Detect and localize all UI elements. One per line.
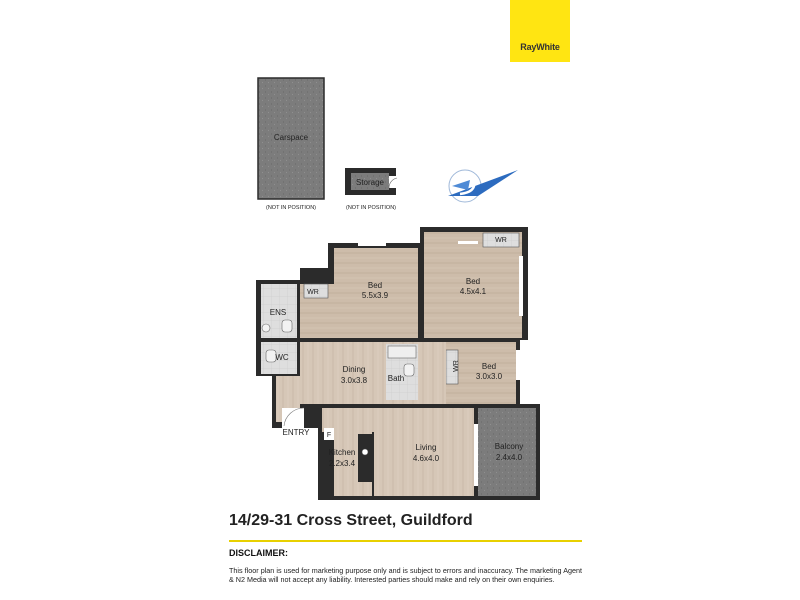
wr2-label: WR <box>495 237 507 244</box>
balcony-size: 2.4x4.0 <box>495 453 523 462</box>
logo-text: RayWhite <box>520 42 560 52</box>
storage <box>345 168 397 211</box>
disclaimer-text: This floor plan is used for marketing purpose only and is subject to errors and inaccuracy. The marketing Agent & N2 Media will not accept any liability. Interested parties should make and rely on their own enquiries. <box>229 566 582 584</box>
carspace-label: Carspace <box>273 133 309 142</box>
divider <box>229 540 582 542</box>
balcony-name: Balcony <box>494 442 524 451</box>
compass-icon <box>448 170 518 202</box>
bed2-size: 4.5x4.1 <box>459 287 487 296</box>
carspace <box>258 78 324 211</box>
kitchen-name: Kitchen <box>328 448 356 457</box>
bed1-size: 5.5x3.9 <box>361 291 389 300</box>
storage-note: (NOT IN POSITION) <box>345 205 397 211</box>
dining-size: 3.0x3.8 <box>340 376 368 385</box>
living-size: 4.6x4.0 <box>412 454 440 463</box>
bed3-size: 3.0x3.0 <box>475 372 503 381</box>
bed2-name: Bed <box>465 277 481 286</box>
carspace-note: (NOT IN POSITION) <box>265 205 317 211</box>
bath-label: Bath <box>387 374 405 383</box>
storage-label: Storage <box>355 178 385 187</box>
bed3-name: Bed <box>481 362 497 371</box>
wr1-label: WR <box>307 289 319 296</box>
dining-name: Dining <box>342 365 366 374</box>
wr3-label: WR <box>453 360 460 372</box>
kitchen-size: 2.2x3.4 <box>328 459 356 468</box>
ens-label: ENS <box>269 308 287 317</box>
fridge-label: F <box>326 432 332 439</box>
bed1-name: Bed <box>367 281 383 290</box>
living-name: Living <box>415 443 437 452</box>
entry-label: ENTRY <box>282 428 310 437</box>
disclaimer-heading: DISCLAIMER: <box>229 548 288 558</box>
wc-label: WC <box>275 353 289 362</box>
property-address: 14/29-31 Cross Street, Guildford <box>229 512 473 529</box>
